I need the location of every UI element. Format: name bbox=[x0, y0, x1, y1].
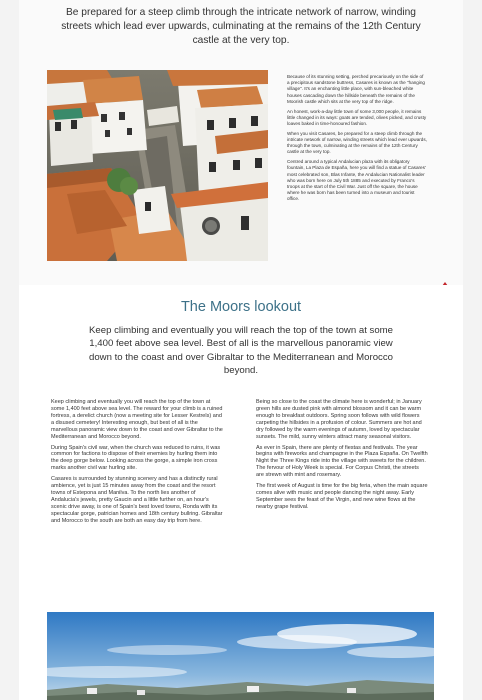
paragraph: Centred around a typical Andalucian plaza with its obligatory fountain, La Plaza de España, here you will find a statue of Casares' most celebrated son, Blas Infante, the Andalucian Nationalist leader who was born here on July 5th 1885 and executed by Franco's troops at the start of the Civil War. Just off the square, the house where he was born has been turned into a museum and tourist office. bbox=[287, 159, 426, 202]
right-text-column bbox=[256, 399, 428, 515]
paragraph: During Spain's civil war, when the church was reduced to ruins, it was common for factions to dispose of their enemies by hurling them into the deep gorge below. Looking across the gorge, a simple iron cross marks another civil war hurling site. bbox=[51, 444, 221, 472]
paragraph: As ever in Spain, there are plenty of fiestas and festivals. The year begins with fireworks and champagne in the Plaza España. On Twelfth Night the Three Kings ride into the village with sweets for the children. The fervour of Holy Week is special. For Corpus Christi, the streets are strewn with mint and rosemary. bbox=[256, 444, 428, 479]
coast-landscape-photo bbox=[47, 612, 434, 700]
paragraph: Casares is surrounded by stunning scenery and has a distinctly rural ambience, yet is just 15 minutes away from the coast and the resort towns of Estepona and Manilva. To the north lies another of Andalucia's jewels, pretty Gaucin and a little further on, an hour's scenic drive away, is one of Spain's best loved towns, Ronda with its spectacular gorge, patrician homes and 18th century bullring. Gibraltar and Morocco to the south are both an easy day trip from here. bbox=[51, 476, 223, 524]
paragraph: The first week of August is time for the big feria, when the main square comes alive with music and people dancing the night away. Early September sees the feast of the Virgin, and new wine flows at the nearby grape festival. bbox=[256, 483, 428, 510]
paragraph: Because of its stunning setting, perched precariously on the side of a precipitous sandstone buttress, Casares is known as the "hanging village". It's an enchanting little place, with sun-bleached white houses cascading down the hillside beneath the remains of the Moorish castle which sits at the very top of the ridge. bbox=[287, 74, 425, 104]
top-right-text-column bbox=[287, 74, 427, 206]
left-text-column bbox=[51, 399, 223, 529]
back-to-top-button[interactable] bbox=[440, 276, 450, 284]
section-heading: The Moors lookout bbox=[180, 299, 302, 315]
brochure-page bbox=[19, 0, 463, 700]
top-section bbox=[19, 0, 463, 285]
moors-lookout-section bbox=[19, 285, 463, 700]
paragraph: Being so close to the coast the climate here is wonderful; in January green hills are dusted pink with almond blossom and it can be warm enough to breakfast outdoors. Spring soon follows with wild flowers carpeting the hillsides in a profusion of colour. Summers are hot and dry followed by the warm evenings of autumn, loved by spectacular sunsets. The mild, sunny winters attract many seasonal visitors. bbox=[256, 399, 422, 440]
paragraph: Keep climbing and eventually you will reach the top of the town at some 1,400 feet above sea level. The reward for your climb is a ruined fortress, a derelict church (now a meeting site for Lesser Kestrels) and a disused cemetery! Interesting enough, but best of all is the marvellous panoramic view down to the coast and over Gibraltar to the Mediterranean and Morocco beyond. bbox=[51, 399, 223, 440]
paragraph: When you visit Casares, be prepared for a steep climb through the intricate network of narrow, winding streets which lead ever upwards, through the town, culminating at the remains of the 12th Century castle at the very top. bbox=[287, 130, 427, 155]
village-rooftops-photo bbox=[47, 70, 268, 261]
paragraph: An honest, work-a-day little town of some 3,000 people, it remains little changed in its ways: goats are tended, olives picked, and crusty loaves baked in time-honoured fashion. bbox=[287, 108, 427, 127]
lead-paragraph: Keep climbing and eventually you will reach the top of the town at some 1,400 feet above sea level. Best of all is the marvellous panoramic view down to the coast and over Gibraltar to the Mediterranean and Morocco beyond. bbox=[89, 325, 393, 376]
intro-paragraph: Be prepared for a steep climb through the intricate network of narrow, winding streets which lead ever upwards, culminating at the remains of the 12th Century castle at the very top. bbox=[61, 7, 421, 47]
